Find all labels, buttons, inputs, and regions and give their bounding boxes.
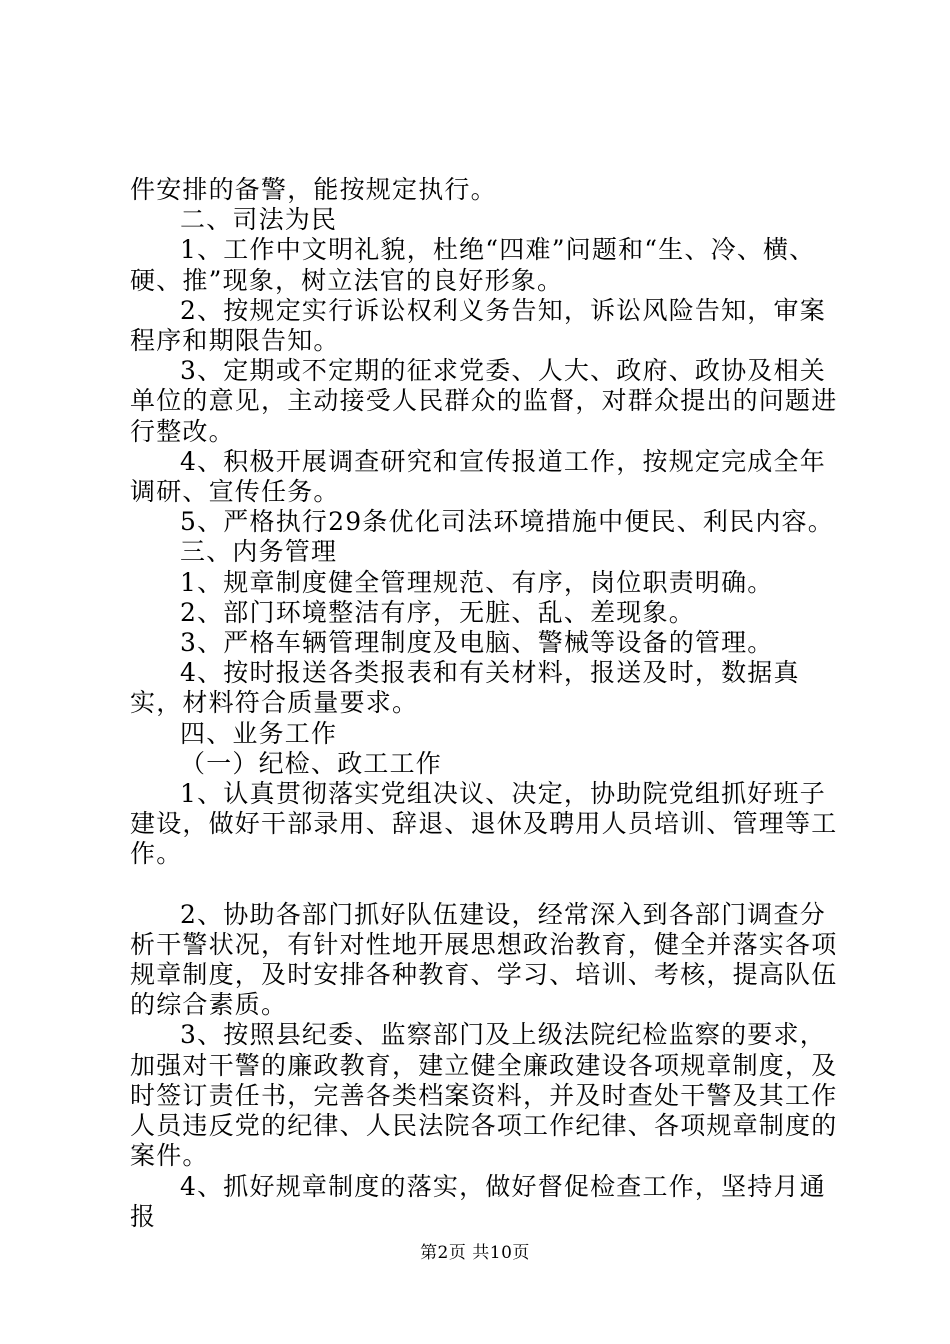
document-body <box>130 175 850 1232</box>
paragraph: 3、定期或不定期的征求党委、人大、政府、政协及相关单位的意见，主动接受人民群众的监督，对群众提出的问题进行整改。 <box>130 356 838 446</box>
section-heading: 二、司法为民 <box>180 205 338 235</box>
paragraph: 件安排的备警，能按规定执行。 <box>130 175 497 204</box>
paragraph: 2、协助各部门抓好队伍建设，经常深入到各部门调查分析干警状况，有针对性地开展思想政治教育，健全并落实各项规章制度，及时安排各种教育、学习、培训、考核，提高队伍的综合素质。 <box>130 899 838 1020</box>
paragraph: 2、部门环境整洁有序，无脏、乱、差现象。 <box>180 597 695 627</box>
paragraph: 4、积极开展调查研究和宣传报道工作，按规定完成全年调研、宣传任务。 <box>130 446 826 507</box>
paragraph: 4、抓好规章制度的落实，做好督促检查工作，坚持月通报 <box>130 1171 826 1231</box>
paragraph: 1、认真贯彻落实党组决议、决定，协助院党组抓好班子建设，做好干部录用、辞退、退休及聘用人员培训、管理等工作。 <box>130 779 838 869</box>
paragraph: 4、按时报送各类报表和有关材料，报送及时，数据真实，材料符合质量要求。 <box>130 658 800 718</box>
section-heading: 四、业务工作 <box>180 718 338 748</box>
paragraph: 2、按规定实行诉讼权利义务告知，诉讼风险告知，审案程序和期限告知。 <box>130 295 826 356</box>
page-footer: 第2页 共10页 <box>420 1243 530 1263</box>
paragraph: 3、按照县纪委、监察部门及上级法院纪检监察的要求，加强对干警的廉政教育，建立健全廉政建设各项规章制度，及时签订责任书，完善各类档案资料，并及时查处干警及其工作人员违反党的纪律、人民法院各项工作纪律、各项规章制度的案件。 <box>130 1020 838 1171</box>
paragraph: 1、工作中文明礼貌，杜绝“四难”问题和“生、冷、横、硬、推”现象，树立法官的良好形象。 <box>130 235 816 295</box>
paragraph: 5、严格执行29条优化司法环境措施中便民、利民内容。 <box>180 507 834 537</box>
paragraph: 1、规章制度健全管理规范、有序，岗位职责明确。 <box>180 567 774 597</box>
paragraph: 3、严格车辆管理制度及电脑、警械等设备的管理。 <box>180 628 774 658</box>
paragraph-gap <box>130 870 850 900</box>
section-heading: 三、内务管理 <box>180 537 338 567</box>
subsection-heading: （一）纪检、政工工作 <box>180 748 443 778</box>
